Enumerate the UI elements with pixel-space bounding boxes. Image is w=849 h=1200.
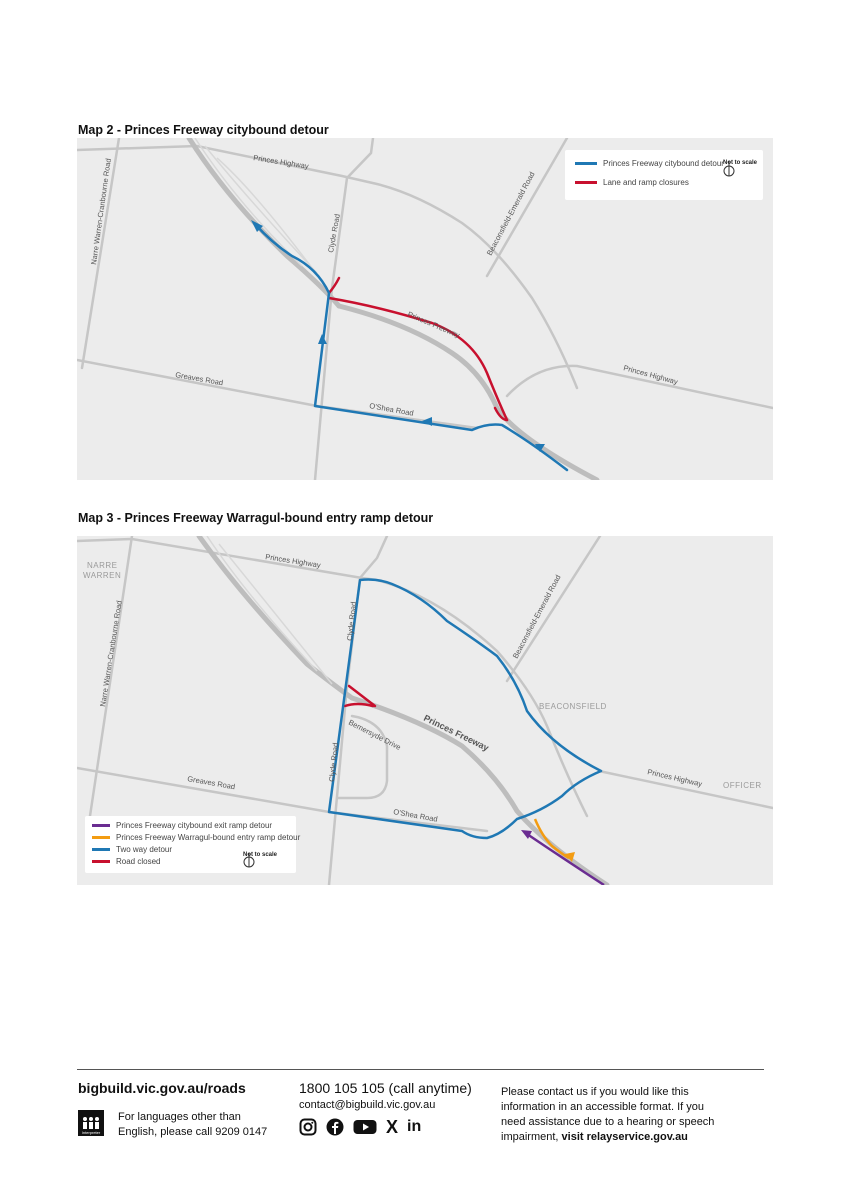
map3-label-princes-highway: Princes Highway (264, 552, 322, 570)
legend-swatch (575, 181, 597, 184)
map3-label-princes-freeway: Princes Freeway (422, 712, 491, 753)
phone-number[interactable]: 1800 105 105 (call anytime) (299, 1080, 472, 1096)
footer-divider (77, 1069, 764, 1070)
facebook-icon[interactable] (326, 1118, 344, 1136)
map3-legend-item (92, 833, 300, 842)
accessibility-prefix: impairment, (501, 1131, 562, 1143)
map3-label-clyde-road: Clyde Road (345, 601, 359, 642)
interpreter-label: Interpreter (81, 1130, 101, 1135)
map2[interactable] (77, 138, 773, 480)
map2-legend-item (575, 159, 724, 168)
map3-label-greaves-road: Greaves Road (186, 774, 236, 792)
youtube-icon[interactable] (353, 1118, 377, 1136)
legend-label: Princes Freeway citybound detour (603, 159, 724, 168)
interpreter-icon (78, 1110, 104, 1136)
legend-swatch (92, 824, 110, 827)
map3-place-warren: WARREN (83, 571, 122, 580)
map3[interactable] (77, 536, 773, 885)
map2-label-greaves-road: Greaves Road (174, 370, 224, 388)
map2-label-princes-freeway: Princes Freeway (406, 309, 462, 340)
legend-swatch (575, 162, 597, 165)
languages-line: English, please call 9209 0147 (118, 1126, 268, 1138)
map2-label-oshea-road: O'Shea Road (368, 401, 415, 418)
legend-label: Princes Freeway Warragul-bound entry ramp detour (116, 833, 301, 842)
map3-legend-item (92, 857, 160, 866)
map3-place-beaconsfield: BEACONSFIELD (539, 702, 607, 711)
languages-text (118, 1110, 267, 1140)
map2-arrow-w (422, 417, 432, 426)
legend-label: Two way detour (116, 845, 173, 854)
map3-label-oshea-road: O'Shea Road (392, 807, 439, 824)
map3-greaves-road (77, 768, 329, 812)
accessibility-line: Please contact us if you would like this (501, 1086, 689, 1098)
map2-label-narre-warren: Narre Warren-Cranbourne Road (89, 157, 113, 266)
legend-label: Road closed (116, 857, 161, 866)
accessibility-line: information in an accessible format. If you (501, 1101, 704, 1113)
map2-arrow-n (318, 334, 327, 344)
north-arrow-icon (243, 852, 255, 868)
footer-left (78, 1080, 267, 1140)
map3-title: Map 3 - Princes Freeway Warragul-bound entry ramp detour (78, 511, 434, 525)
map3-label-narre-warren: Narre Warren-Cranbourne Road (98, 599, 124, 708)
footer-right (501, 1085, 714, 1145)
map2-freeway-east (339, 306, 597, 480)
instagram-icon[interactable] (299, 1118, 317, 1136)
map2-narre-warren-road (82, 138, 119, 368)
map2-not-to-scale (723, 160, 757, 166)
accessibility-line (501, 1130, 714, 1145)
not-to-scale-label: Not to scale (723, 160, 758, 166)
legend-swatch (92, 836, 110, 839)
map3-legend-item (92, 845, 172, 854)
map2-label-princes-highway: Princes Highway (252, 153, 310, 171)
map2-legend-item (575, 178, 689, 187)
map2-title: Map 2 - Princes Freeway citybound detour (78, 123, 329, 137)
north-arrow-icon (723, 160, 735, 178)
map2-label-princes-highway-east: Princes Highway (622, 363, 679, 387)
map3-label-princes-highway-east: Princes Highway (646, 767, 704, 789)
people-icon (80, 1116, 102, 1130)
map3-label-bemersyde: Bemersyde Drive (347, 717, 403, 752)
legend-swatch (92, 860, 110, 863)
website-link[interactable]: bigbuild.vic.gov.au/roads (78, 1080, 246, 1096)
map3-label-clyde-road-2: Clyde Road (327, 742, 341, 783)
map3-label-beaconsfield: Beaconsfield-Emerald Road (510, 573, 563, 660)
languages-line: For languages other than (118, 1111, 241, 1123)
footer-middle (299, 1080, 472, 1136)
map3-place-officer: OFFICER (723, 781, 762, 790)
legend-label: Lane and ramp closures (603, 178, 689, 187)
relay-service-link[interactable]: visit relayservice.gov.au (561, 1131, 688, 1143)
interpreter-block (78, 1110, 267, 1140)
map2-label-beaconsfield: Beaconsfield-Emerald Road (484, 170, 537, 257)
map3-place-narre: NARRE (87, 561, 118, 570)
map3-beaconsfield-road (507, 536, 600, 681)
not-to-scale-label: Not to scale (243, 852, 278, 858)
legend-label: Princes Freeway citybound exit ramp detour (116, 821, 273, 830)
accessibility-text (501, 1085, 714, 1145)
legend-swatch (92, 848, 110, 851)
map3-legend-item (92, 821, 272, 830)
map2-beaconsfield-road (484, 138, 567, 276)
accessibility-line: need assistance due to a hearing or speech (501, 1116, 715, 1128)
map2-greaves-road (77, 360, 317, 406)
map2-label-clyde-road: Clyde Road (326, 213, 342, 254)
x-icon[interactable]: X (386, 1117, 399, 1137)
map2-legend (565, 150, 763, 200)
social-icons (299, 1118, 472, 1136)
map3-not-to-scale (243, 852, 277, 858)
map3-closure-2 (345, 704, 373, 706)
email-link[interactable]: contact@bigbuild.vic.gov.au (299, 1099, 436, 1111)
linkedin-icon[interactable]: in (407, 1118, 422, 1135)
map3-exit-ramp-detour (527, 834, 604, 885)
map3-legend (85, 816, 301, 873)
